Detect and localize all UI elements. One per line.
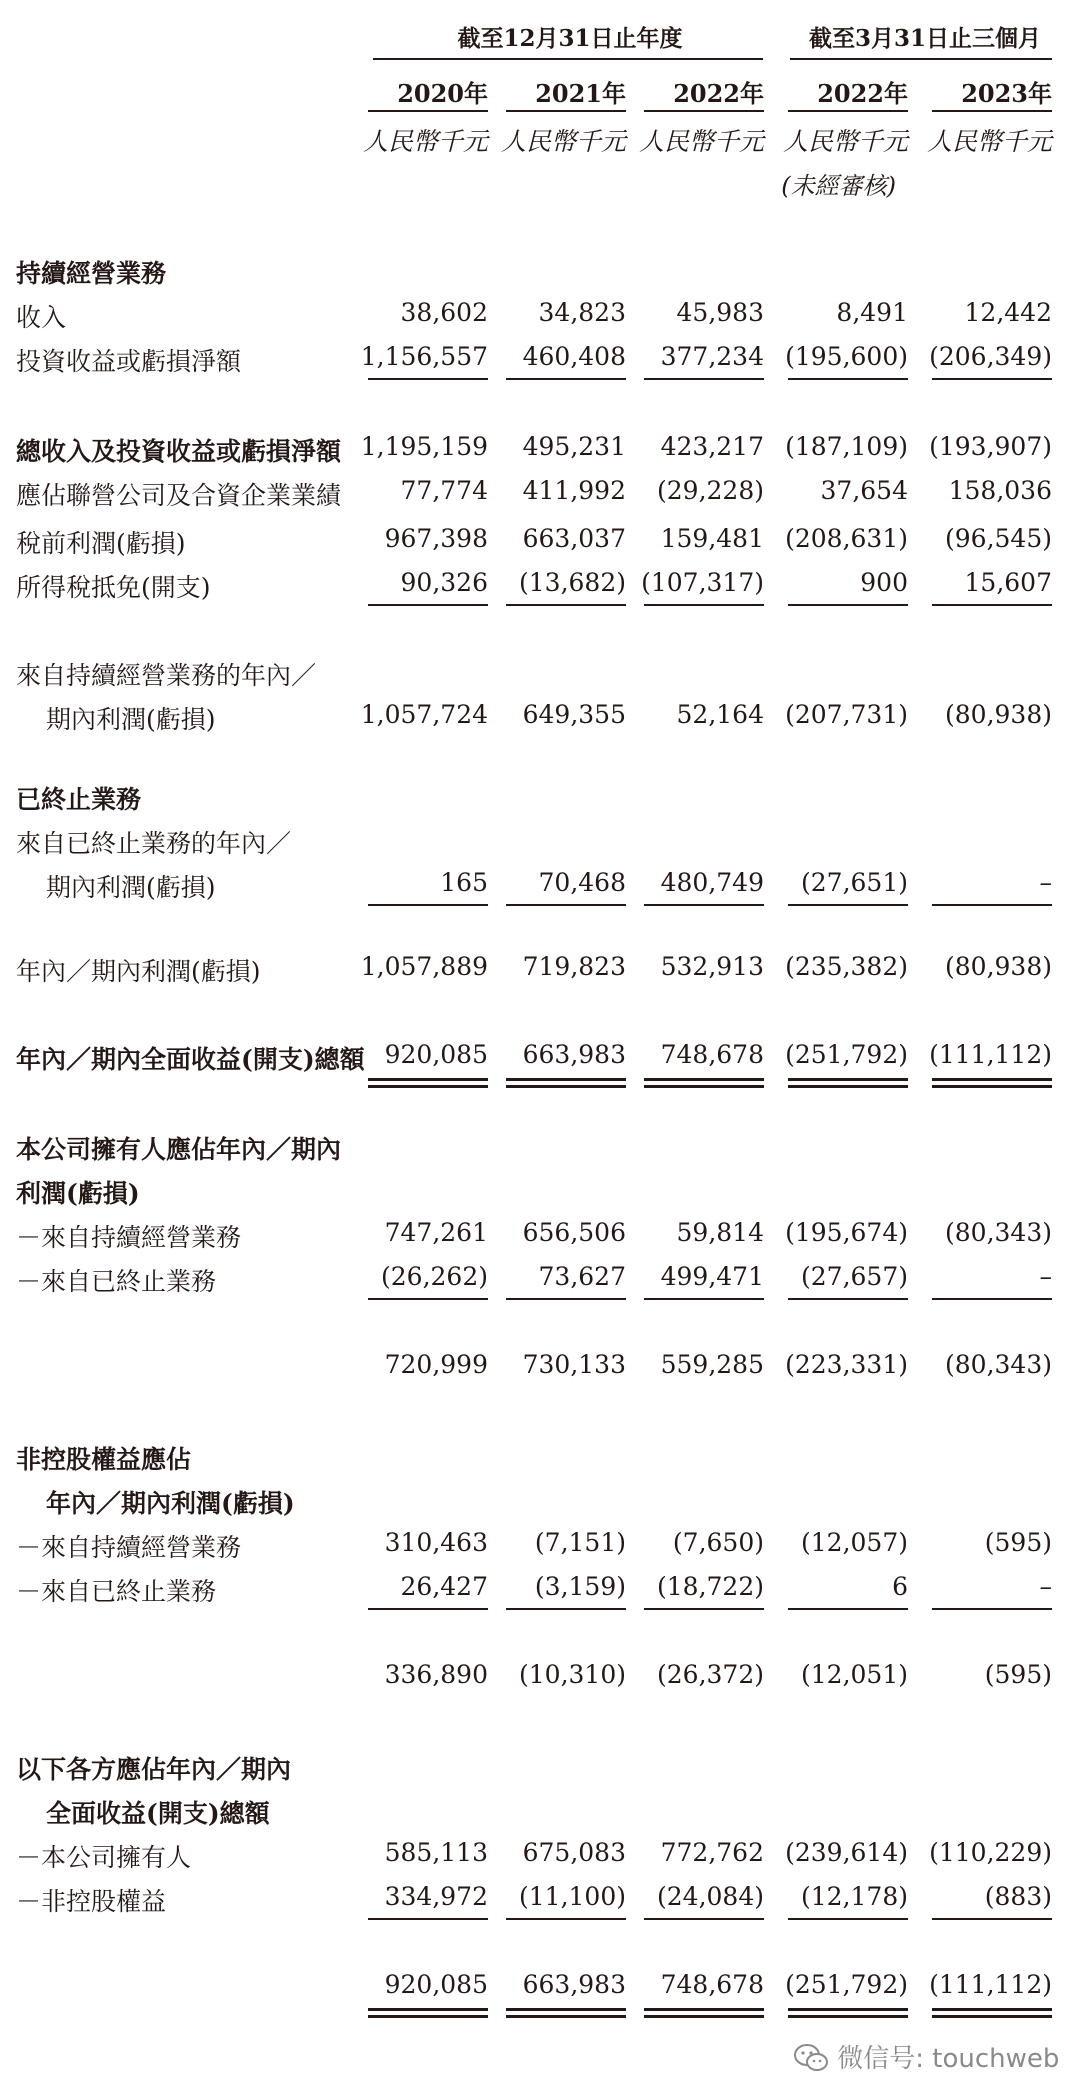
subtotal-underline (932, 1298, 1052, 1300)
subtotal-underline (368, 1918, 488, 1920)
subtotal-underline (506, 1918, 626, 1920)
row-value: (29,228) (657, 476, 764, 505)
subtotal-underline (644, 604, 764, 606)
row-value: (193,907) (929, 432, 1052, 461)
column-unit: 人民幣千元 (638, 127, 764, 156)
row-label: －來自持續經營業務 (16, 1533, 242, 1562)
subtotal-underline (932, 604, 1052, 606)
row-label: 全面收益(開支)總額 (46, 1799, 270, 1828)
row-value: 499,471 (660, 1262, 764, 1291)
row-value: (12,051) (801, 1660, 908, 1689)
row-value: (207,731) (785, 700, 908, 729)
row-value: 159,481 (660, 524, 764, 553)
total-double-underline (932, 2008, 1052, 2011)
column-unit: 人民幣千元 (926, 127, 1052, 156)
row-label: 已終止業務 (16, 785, 142, 814)
subtotal-underline (506, 604, 626, 606)
row-value: (96,545) (945, 524, 1052, 553)
row-value: – (1039, 1572, 1052, 1601)
row-value: (80,938) (945, 700, 1052, 729)
subtotal-underline (644, 1298, 764, 1300)
subtotal-underline (788, 604, 908, 606)
subtotal-underline (368, 1298, 488, 1300)
row-value: (595) (984, 1660, 1052, 1689)
row-label: 利潤(虧損) (16, 1179, 140, 1208)
row-value: 377,234 (660, 342, 764, 371)
total-double-underline (368, 1078, 488, 1081)
total-double-underline (644, 2015, 764, 2018)
subtotal-underline (368, 378, 488, 380)
row-value: 90,326 (400, 568, 488, 597)
total-double-underline (932, 1085, 1052, 1088)
column-year-underline (788, 110, 908, 112)
row-value: (26,372) (657, 1660, 764, 1689)
row-value: 748,678 (660, 1040, 764, 1069)
row-value: 1,057,724 (360, 700, 488, 729)
row-value: 730,133 (522, 1350, 626, 1379)
row-value: 720,999 (384, 1350, 488, 1379)
row-label: 應佔聯營公司及合資企業業績 (16, 481, 342, 510)
row-label: 年內／期內利潤(虧損) (46, 1489, 295, 1518)
total-double-underline (368, 2008, 488, 2011)
column-year: 2023年 (961, 79, 1052, 108)
column-year-underline (368, 110, 488, 112)
row-value: 920,085 (384, 1970, 488, 1999)
total-double-underline (506, 1085, 626, 1088)
row-value: 585,113 (384, 1838, 488, 1867)
row-value: (206,349) (929, 342, 1052, 371)
subtotal-underline (932, 1918, 1052, 1920)
header-group-quarter: 截至3月31日止三個月 (808, 25, 1041, 52)
row-value: 900 (860, 568, 908, 597)
subtotal-underline (788, 1608, 908, 1610)
row-value: (111,112) (929, 1970, 1052, 1999)
row-label: 投資收益或虧損淨額 (16, 347, 242, 376)
subtotal-underline (644, 378, 764, 380)
total-double-underline (932, 2015, 1052, 2018)
row-value: 77,774 (400, 476, 488, 505)
row-value: (110,229) (929, 1838, 1052, 1867)
subtotal-underline (788, 378, 908, 380)
row-label: 來自持續經營業務的年內／ (16, 661, 317, 690)
row-value: 334,972 (384, 1882, 488, 1911)
row-value: (10,310) (519, 1660, 626, 1689)
subtotal-underline (644, 904, 764, 906)
row-label: 期內利潤(虧損) (46, 873, 216, 902)
row-value: 423,217 (660, 432, 764, 461)
row-value: (111,112) (929, 1040, 1052, 1069)
column-year-underline (932, 110, 1052, 112)
row-label: －來自持續經營業務 (16, 1223, 242, 1252)
total-double-underline (788, 2015, 908, 2018)
row-value: 70,468 (538, 868, 626, 897)
row-value: 12,442 (964, 298, 1052, 327)
row-label: 總收入及投資收益或虧損淨額 (16, 437, 342, 466)
row-value: 663,983 (522, 1970, 626, 1999)
column-unit: 人民幣千元 (500, 127, 626, 156)
row-value: 37,654 (820, 476, 908, 505)
row-value: 1,195,159 (360, 432, 488, 461)
row-value: (195,600) (785, 342, 908, 371)
row-value: (195,674) (785, 1218, 908, 1247)
watermark-text: 微信号: touchweb (837, 2044, 1060, 2074)
subtotal-underline (788, 904, 908, 906)
row-value: (80,343) (945, 1218, 1052, 1247)
row-value: 480,749 (660, 868, 764, 897)
row-value: 460,408 (522, 342, 626, 371)
row-value: 649,355 (522, 700, 626, 729)
row-value: 45,983 (676, 298, 764, 327)
row-value: (235,382) (785, 952, 908, 981)
row-value: (27,657) (801, 1262, 908, 1291)
row-value: (223,331) (785, 1350, 908, 1379)
subtotal-underline (506, 904, 626, 906)
row-value: (251,792) (785, 1040, 908, 1069)
total-double-underline (644, 2008, 764, 2011)
row-value: (7,151) (534, 1528, 626, 1557)
column-unit: 人民幣千元 (362, 127, 488, 156)
row-value: (13,682) (519, 568, 626, 597)
subtotal-underline (932, 904, 1052, 906)
row-value: 158,036 (948, 476, 1052, 505)
row-value: 411,992 (522, 476, 626, 505)
row-value: 675,083 (522, 1838, 626, 1867)
row-value: 663,983 (522, 1040, 626, 1069)
row-label: 來自已終止業務的年內／ (16, 829, 292, 858)
total-double-underline (788, 1078, 908, 1081)
subtotal-underline (788, 1918, 908, 1920)
row-value: (80,343) (945, 1350, 1052, 1379)
row-value: 532,913 (660, 952, 764, 981)
row-value: (251,792) (785, 1970, 908, 1999)
row-value: 495,231 (522, 432, 626, 461)
row-label: 稅前利潤(虧損) (16, 529, 186, 558)
row-value: 920,085 (384, 1040, 488, 1069)
column-year: 2022年 (673, 79, 764, 108)
subtotal-underline (506, 1298, 626, 1300)
header-group-underline (790, 58, 1052, 60)
row-label: －來自已終止業務 (16, 1577, 217, 1606)
column-note-unaudited: (未經審核) (781, 172, 896, 200)
row-label: 本公司擁有人應佔年內／期內 (16, 1135, 342, 1164)
row-value: 38,602 (400, 298, 488, 327)
row-value: (27,651) (801, 868, 908, 897)
column-unit: 人民幣千元 (782, 127, 908, 156)
wechat-icon (793, 2043, 829, 2073)
header-group-annual: 截至12月31日止年度 (457, 25, 683, 52)
row-value: (26,262) (381, 1262, 488, 1291)
subtotal-underline (932, 1608, 1052, 1610)
subtotal-underline (368, 604, 488, 606)
header-group-underline (373, 58, 763, 60)
row-value: 663,037 (522, 524, 626, 553)
row-value: (595) (984, 1528, 1052, 1557)
row-label: 持續經營業務 (16, 259, 167, 288)
column-year: 2022年 (817, 79, 908, 108)
total-double-underline (644, 1078, 764, 1081)
row-value: 59,814 (676, 1218, 764, 1247)
row-value: 165 (440, 868, 488, 897)
row-label: 所得稅抵免(開支) (16, 573, 211, 602)
subtotal-underline (506, 378, 626, 380)
total-double-underline (368, 2015, 488, 2018)
subtotal-underline (644, 1918, 764, 1920)
row-label: －本公司擁有人 (16, 1843, 192, 1872)
row-value: (24,084) (657, 1882, 764, 1911)
total-double-underline (932, 1078, 1052, 1081)
total-double-underline (788, 1085, 908, 1088)
total-double-underline (506, 1078, 626, 1081)
subtotal-underline (932, 378, 1052, 380)
subtotal-underline (506, 1608, 626, 1610)
row-value: (3,159) (534, 1572, 626, 1601)
row-value: – (1039, 1262, 1052, 1291)
row-value: (80,938) (945, 952, 1052, 981)
watermark (793, 2038, 1059, 2075)
row-label: 期內利潤(虧損) (46, 705, 216, 734)
row-label: －來自已終止業務 (16, 1267, 217, 1296)
row-label: 年內／期內利潤(虧損) (16, 957, 261, 986)
row-value: 772,762 (660, 1838, 764, 1867)
row-value: 15,607 (964, 568, 1052, 597)
row-label: 收入 (16, 303, 67, 332)
row-value: (11,100) (519, 1882, 626, 1911)
row-value: (239,614) (785, 1838, 908, 1867)
total-double-underline (788, 2008, 908, 2011)
row-value: 719,823 (522, 952, 626, 981)
row-value: 26,427 (400, 1572, 488, 1601)
column-year: 2020年 (397, 79, 488, 108)
column-year-underline (644, 110, 764, 112)
row-value: 559,285 (660, 1350, 764, 1379)
subtotal-underline (368, 1608, 488, 1610)
subtotal-underline (644, 1608, 764, 1610)
subtotal-underline (788, 1298, 908, 1300)
row-value: 6 (892, 1572, 908, 1601)
row-value: 1,156,557 (360, 342, 488, 371)
row-value: 73,627 (538, 1262, 626, 1291)
row-value: 310,463 (384, 1528, 488, 1557)
total-double-underline (506, 2015, 626, 2018)
total-double-underline (506, 2008, 626, 2011)
row-value: (107,317) (641, 568, 764, 597)
row-label: －非控股權益 (16, 1887, 167, 1916)
row-value: (187,109) (785, 432, 908, 461)
row-value: (12,178) (801, 1882, 908, 1911)
row-value: 967,398 (384, 524, 488, 553)
subtotal-underline (368, 904, 488, 906)
row-value: 336,890 (384, 1660, 488, 1689)
column-year-underline (506, 110, 626, 112)
row-value: 656,506 (522, 1218, 626, 1247)
row-value: 8,491 (836, 298, 908, 327)
row-value: 748,678 (660, 1970, 764, 1999)
row-value: (883) (984, 1882, 1052, 1911)
row-value: (18,722) (657, 1572, 764, 1601)
row-label: 年內／期內全面收益(開支)總額 (16, 1045, 365, 1074)
total-double-underline (368, 1085, 488, 1088)
row-value: (12,057) (801, 1528, 908, 1557)
row-value: 747,261 (384, 1218, 488, 1247)
row-value: 1,057,889 (360, 952, 488, 981)
row-label: 以下各方應佔年內／期內 (16, 1755, 292, 1784)
row-value: – (1039, 868, 1052, 897)
row-value: 34,823 (538, 298, 626, 327)
row-value: (208,631) (785, 524, 908, 553)
row-value: 52,164 (676, 700, 764, 729)
total-double-underline (644, 1085, 764, 1088)
row-value: (7,650) (672, 1528, 764, 1557)
column-year: 2021年 (535, 79, 626, 108)
row-label: 非控股權益應佔 (16, 1445, 192, 1474)
